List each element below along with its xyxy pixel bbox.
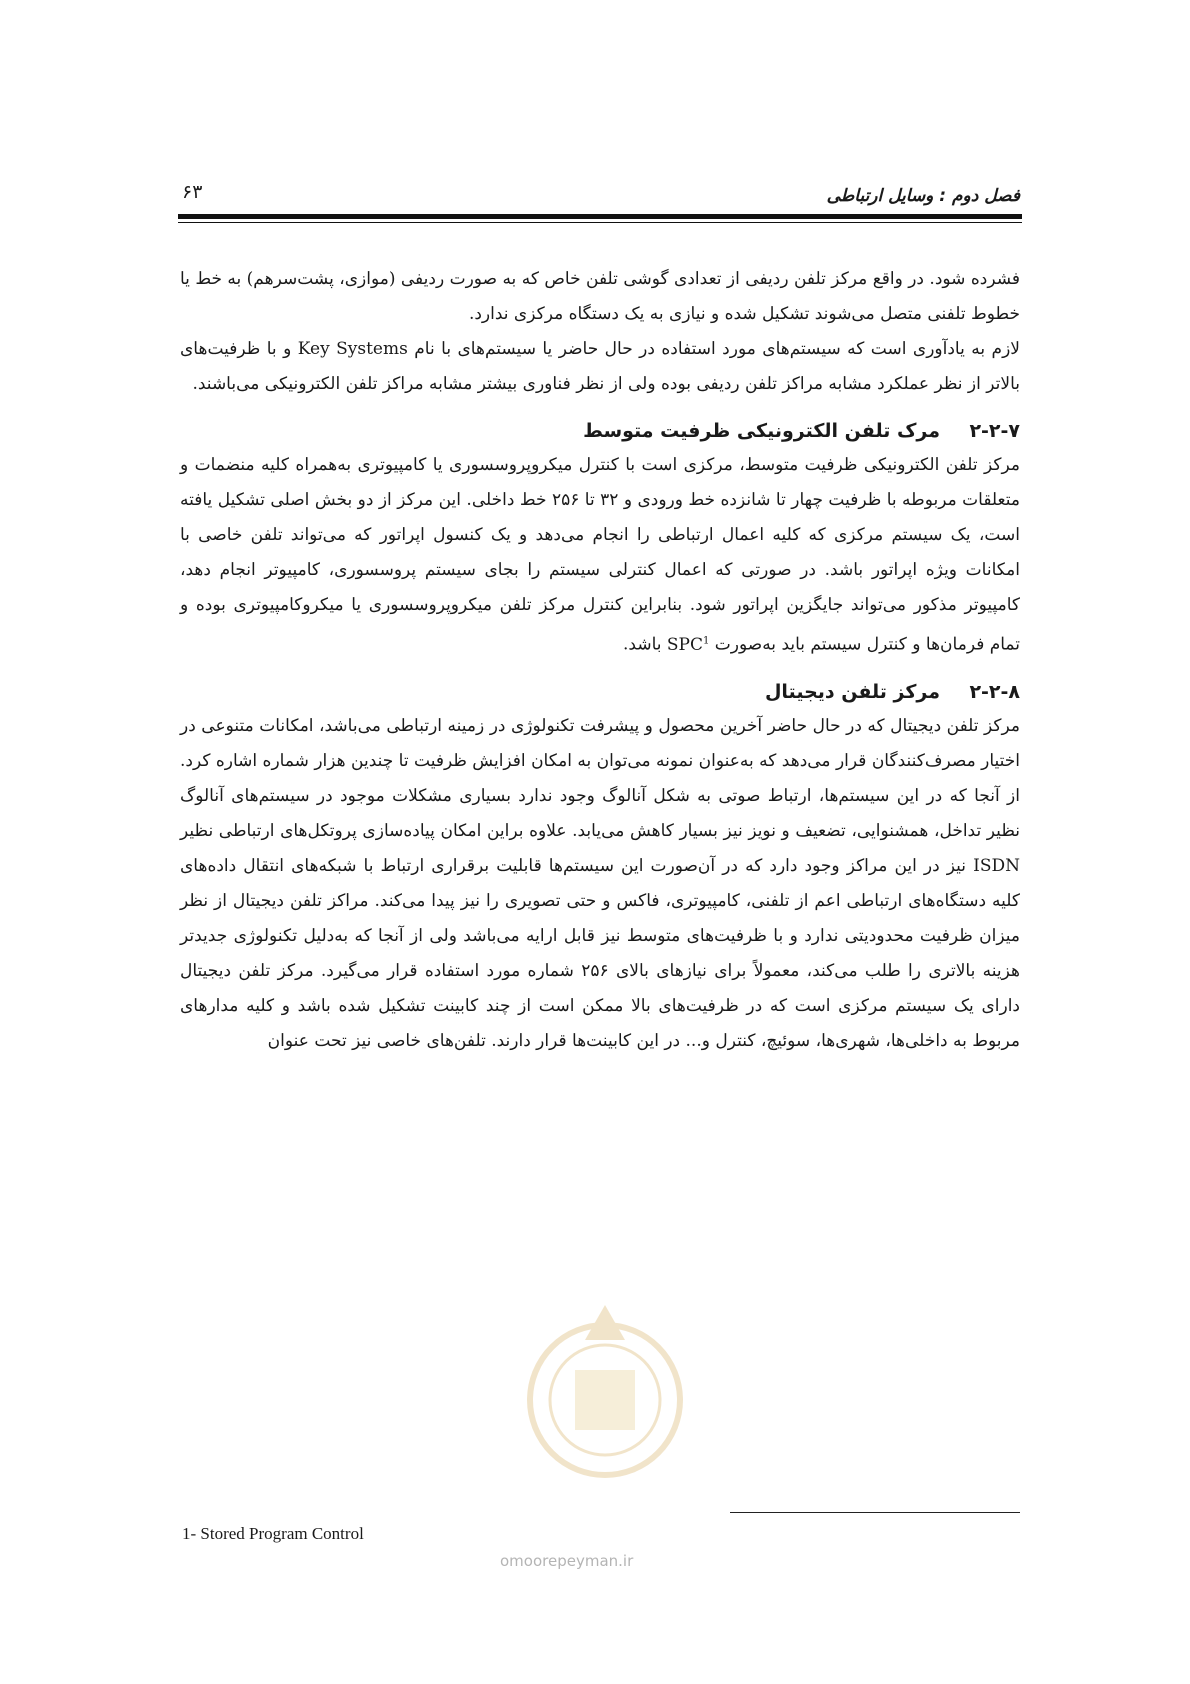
paragraph-4: مرکز تلفن دیجیتال که در حال حاضر آخرین محصول و پیشرفت تکنولوژی در زمینه ارتباطی می‌باشد، امکانات متنوعی در اختیار مصرف‌کنندگان قرار می‌دهد که به‌عنوان نمونه می‌توان به امکان افزایش ظرفیت تا چندین هزار شماره اشاره کرد. از آنجا که در این سیستم‌ها، ارتباط صوتی به شکل آنالوگ وجود ندارد بسیاری مشکلات موجود در سیستم‌های آنالوگ نظیر تداخل، همشنوایی، تضعیف و نویز نیز بسیار کاهش می‌یابد. علاوه براین امکان پیاده‌سازی پروتکل‌های ارتباطی نظیر ISDN نیز در این مراکز وجود دارد که در آن‌صورت این سیستم‌ها قابلیت برقراری ارتباط با شبکه‌های انتقال داده‌های کلیه دستگاه‌های ارتباطی اعم از تلفنی، کامپیوتری، فاکس و حتی تصویری را نیز پیدا می‌کند. مراکز تلفن دیجیتال از نظر میزان ظرفیت محدودیتی ندارد و با ظرفیت‌های متوسط نیز قابل ارایه می‌باشد ولی از آنجا که به‌دلیل تکنولوژی جدیدتر هزینه بالاتری را طلب می‌کند، معمولاً برای نیازهای بالای ۲۵۶ شماره مورد استفاده قرار می‌گیرد. مرکز تلفن دیجیتال دارای یک سیستم مرکزی است که در ظرفیت‌های بالا ممکن است از چند کابینت تشکیل شده باشد و کلیه مدارهای مربوط به داخلی‌ها، شهری‌ها، سوئیچ، کنترل و... در این کابینت‌ها قرار دارند. تلفن‌های خاصی نیز تحت عنوان [180,715,1020,1051]
section-heading-7 [180,420,1020,442]
paragraph-3 [180,448,1020,663]
paragraph-3-main: مرکز تلفن الکترونیکی ظرفیت متوسط، مرکزی است با کنترل میکروپروسسوری یا کامپیوتری به‌همراه کلیه منضمات و متعلقات مربوطه با ظرفیت چهار تا شانزده خط ورودی و ۳۲ تا ۲۵۶ خط داخلی. این مرکز از دو بخش اصلی تشکیل یافته است، یک سیستم مرکزی که کلیه اعمال ارتباطی را انجام می‌دهد و یک کنسول اپراتور که می‌تواند تلفن خاصی با امکانات ویژه اپراتور باشد. در صورتی که اعمال کنترلی سیستم را بجای سیستم پروسسوری، کامپیوتر انجام دهد، کامپیوتر مذکور می‌تواند جایگزین اپراتور شود. بنابراین کنترل مرکز تلفن میکروپروسسوری یا میکروکامپیوتری بوده و تمام فرمان‌ها و کنترل سیستم باید به‌صورت [180,455,1020,655]
paragraph-2: لازم به یادآوری است که سیستم‌های مورد استفاده در حال حاضر یا سیستم‌های با نام Key Systems و با ظرفیت‌های بالاتر از نظر عملکرد مشابه مراکز تلفن ردیفی بوده ولی از نظر فناوری بیشتر مشابه مراکز تلفن الکترونیکی می‌باشند. [180,339,1020,394]
paragraph-3-tail: باشد. [623,634,667,655]
footnote-ref: 1 [702,635,710,646]
header-rule-thin [178,222,1022,223]
footnote-rule [730,1512,1020,1513]
watermark-url: omoorepeyman.ir [500,1552,634,1570]
section-number: ۲-۲-۸ [969,680,1020,703]
section-number: ۲-۲-۷ [969,420,1020,442]
section-title: مرک تلفن الکترونیکی ظرفیت متوسط [583,420,940,442]
header-rule-thick [178,214,1022,219]
page-body [180,262,1020,1059]
watermark-seal [520,1290,690,1530]
footnote: 1- Stored Program Control [182,1524,364,1543]
chapter-title: فصل دوم : وسایل ارتباطی [826,186,1020,206]
section-title: مرکز تلفن دیجیتال [764,680,940,703]
section-heading-8 [180,681,1020,703]
paragraph-1: فشرده شود. در واقع مرکز تلفن ردیفی از تعدادی گوشی تلفن خاص که به صورت ردیفی (موازی، پشت‌سرهم) به خط یا خطوط تلفنی متصل می‌شوند تشکیل شده و نیازی به یک دستگاه مرکزی ندارد. [180,269,1020,324]
page-number: ۶۳ [182,181,203,203]
spc-term: SPC$^1$ [666,634,710,655]
